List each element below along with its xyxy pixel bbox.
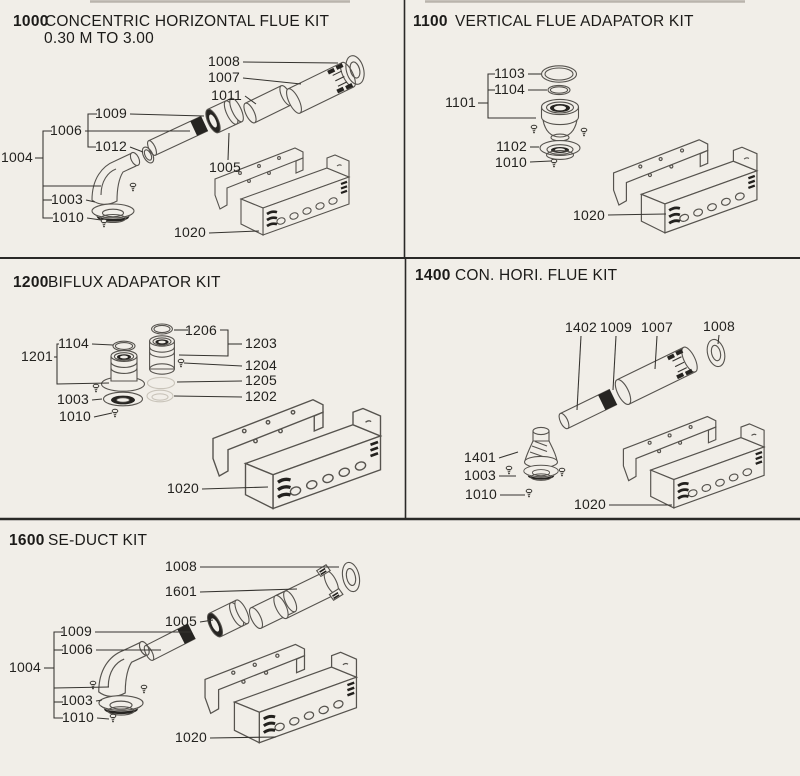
callout: 1104 (494, 81, 525, 97)
right-adaptor-body (150, 336, 175, 374)
callout: 1009 (60, 623, 92, 639)
callout: 1007 (641, 319, 673, 335)
callout: 1009 (600, 319, 632, 335)
gasket-ghost (152, 394, 168, 400)
callout: 1010 (495, 154, 527, 170)
callout: 1402 (565, 319, 597, 335)
o-ring (113, 341, 135, 351)
callout: 1009 (95, 105, 127, 121)
screw (526, 489, 532, 497)
callout: 1401 (464, 449, 496, 465)
terminal-ring (705, 338, 728, 369)
o-ring-small (548, 85, 570, 94)
vertical-adaptor (525, 427, 558, 467)
inner-flue-pipe (557, 389, 617, 430)
panel-1400 (415, 267, 764, 512)
callout: 1010 (62, 709, 94, 725)
screw (581, 128, 587, 136)
screw (141, 685, 147, 693)
screw (178, 359, 184, 367)
callout: 1020 (574, 496, 606, 512)
panel-1100 (413, 13, 757, 233)
screw (110, 714, 116, 722)
callout: 1011 (211, 87, 242, 103)
callout: 1008 (165, 558, 197, 574)
callout: 1020 (174, 224, 206, 240)
callout: 1206 (185, 322, 217, 338)
se-duct-drawing (90, 561, 362, 743)
flange-rings (104, 392, 143, 406)
callout: 1005 (165, 613, 197, 629)
callout: 1004 (1, 149, 33, 165)
inner-flue-pipe (142, 624, 195, 662)
callout: 1006 (50, 122, 82, 138)
panel-1000-code: 1000 (13, 13, 49, 30)
callout: 1601 (165, 583, 197, 599)
screw (506, 466, 512, 474)
mounting-bracket (623, 417, 764, 508)
callout: 1020 (175, 729, 207, 745)
left-adaptor-body (111, 351, 137, 381)
gasket-ghost (148, 377, 175, 388)
callout: 1004 (9, 659, 41, 675)
callout: 1008 (208, 53, 240, 69)
panel-1000-subtitle: 0.30 M TO 3.00 (44, 30, 154, 47)
se-duct-tube (269, 564, 344, 625)
flue-tube-section (247, 589, 299, 630)
panel-1600-code: 1600 (9, 532, 45, 549)
callout: 1103 (494, 65, 525, 81)
vertical-flue-adaptor-drawing (531, 66, 757, 233)
callout: 1203 (245, 335, 277, 351)
screw (112, 409, 118, 417)
callout: 1020 (573, 207, 605, 223)
callout: 1101 (445, 94, 476, 110)
screw (101, 219, 107, 227)
mounting-bracket (205, 644, 356, 742)
panel-1600 (9, 532, 362, 745)
panel-1600-callouts (9, 558, 207, 745)
panel-1400-title: CON. HORI. FLUE KIT (455, 267, 618, 284)
callout: 1020 (167, 480, 199, 496)
screw (130, 183, 136, 191)
panel-1200-callouts (21, 322, 277, 496)
panel-1000 (1, 13, 367, 240)
callout: 1003 (51, 191, 83, 207)
vertical-adaptor-body (542, 99, 579, 141)
biflux-adaptor-drawing (93, 324, 380, 509)
panel-1600-title: SE-DUCT KIT (48, 532, 148, 549)
callout: 1204 (245, 357, 277, 373)
callout: 1003 (464, 467, 496, 483)
callout: 1008 (703, 318, 735, 334)
callout: 1202 (245, 388, 277, 404)
panel-1100-code: 1100 (413, 13, 448, 30)
panel-1100-title: VERTICAL FLUE ADAPATOR KIT (455, 13, 694, 30)
callout: 1010 (52, 209, 84, 225)
wall-flange (524, 465, 558, 480)
adaptor-flange (540, 141, 580, 160)
screw (93, 384, 99, 392)
mounting-bracket (213, 400, 381, 509)
o-ring (152, 324, 173, 334)
flue-collar (204, 598, 251, 639)
callout: 1003 (61, 692, 93, 708)
callout: 1012 (95, 138, 127, 154)
con-hori-flue-drawing (506, 338, 764, 508)
wall-flange (99, 696, 143, 715)
callout: 1007 (208, 69, 240, 85)
callout: 1006 (61, 641, 93, 657)
terminal-ring (340, 561, 362, 593)
panel-1200-title: BIFLUX ADAPATOR KIT (48, 274, 221, 291)
callout: 1104 (58, 335, 89, 351)
panel-1000-title: CONCENTRIC HORIZONTAL FLUE KIT (45, 13, 330, 30)
screw (531, 125, 537, 133)
callout: 1102 (496, 138, 527, 154)
mounting-bracket (614, 140, 757, 233)
callout: 1005 (209, 159, 241, 175)
callout: 1010 (465, 486, 497, 502)
screw (551, 159, 557, 167)
outer-flue-tube-terminal (284, 60, 359, 115)
panel-1200 (13, 274, 381, 509)
panel-1100-callouts (445, 65, 605, 223)
flue-elbow (92, 151, 141, 204)
callout: 1205 (245, 372, 277, 388)
screw (90, 681, 96, 689)
inner-flue-pipe (146, 116, 208, 156)
o-ring-large (542, 66, 577, 82)
callout: 1201 (21, 348, 53, 364)
screw (559, 468, 565, 476)
callout: 1003 (57, 391, 89, 407)
callout: 1010 (59, 408, 91, 424)
panel-1200-code: 1200 (13, 274, 49, 291)
panel-1400-code: 1400 (415, 267, 451, 284)
